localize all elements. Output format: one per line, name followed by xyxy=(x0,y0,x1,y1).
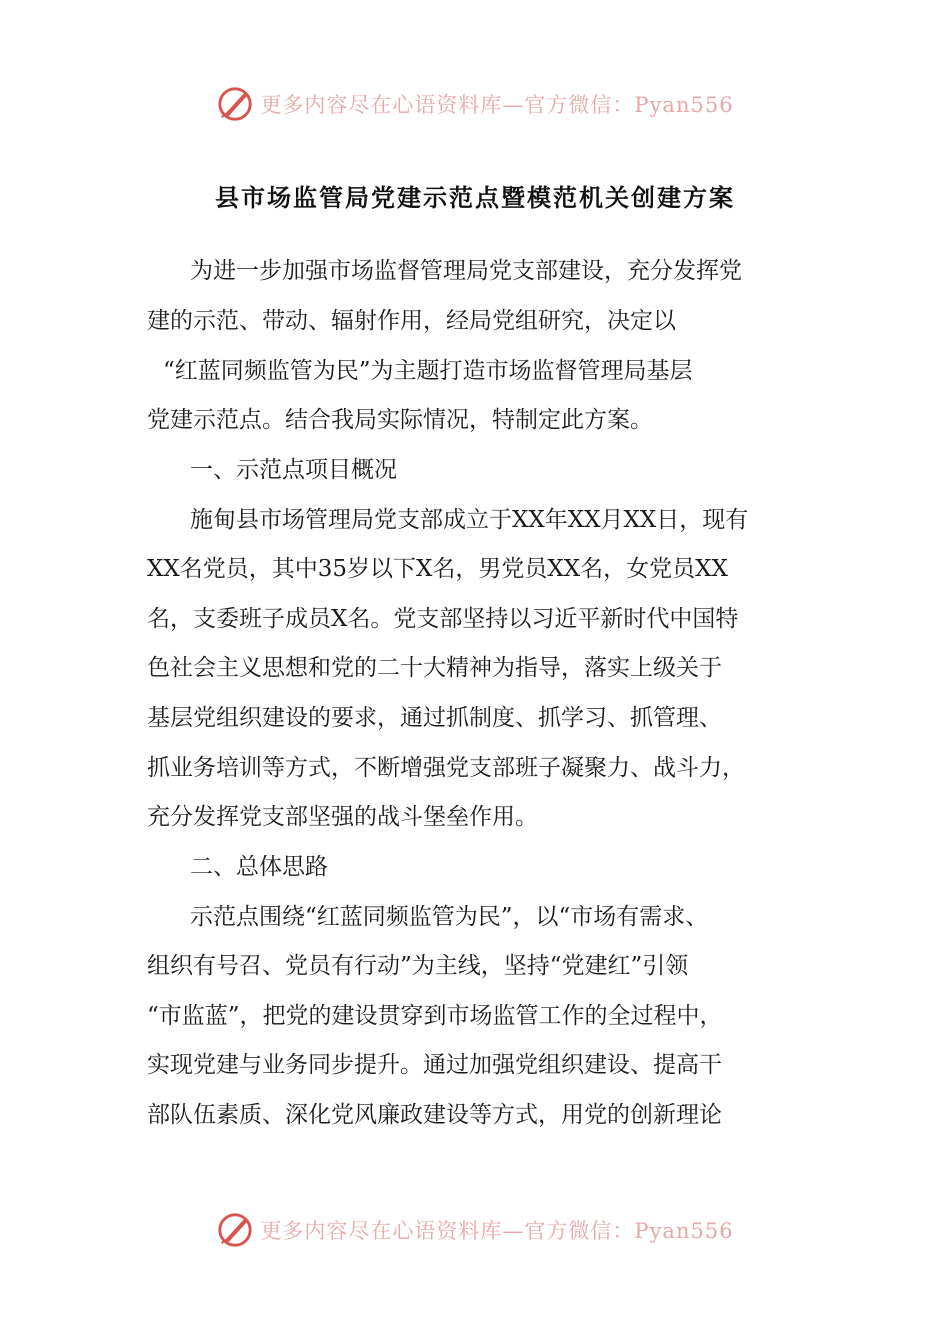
watermark-text: 更多内容尽在心语资料库—官方微信：Pyan556 xyxy=(260,1219,734,1243)
paragraph-line: 实现党建与业务同步提升。通过加强党组织建设、提高干 xyxy=(147,1052,722,1078)
paragraph-line: 基层党组织建设的要求，通过抓制度、抓学习、抓管理、 xyxy=(147,705,722,731)
paragraph-line: “市监蓝”，把党的建设贯穿到市场监管工作的全过程中， xyxy=(147,1003,723,1029)
section-heading: 二、总体思路 xyxy=(190,854,328,880)
header-watermark-banner xyxy=(0,82,950,126)
paragraph-line: 抓业务培训等方式，不断增强党支部班子凝聚力、战斗力， xyxy=(147,755,745,781)
pen-quill-logo-icon xyxy=(216,1211,254,1249)
paragraph-line: 部队伍素质、深化党风廉政建设等方式，用党的创新理论 xyxy=(147,1102,722,1128)
paragraph-line: 示范点围绕“红蓝同频监管为民”，以“市场有需求、 xyxy=(190,904,709,930)
paragraph-line: 色社会主义思想和党的二十大精神为指导，落实上级关于 xyxy=(147,655,722,681)
paragraph-line: 施甸县市场管理局党支部成立于XX年XX月XX日，现有 xyxy=(190,507,749,533)
paragraph-line: 为进一步加强市场监督管理局党支部建设，充分发挥党 xyxy=(190,258,742,284)
paragraph-line: XX名党员，其中35岁以下X名，男党员XX名，女党员XX xyxy=(147,556,728,582)
watermark-text: 更多内容尽在心语资料库—官方微信：Pyan556 xyxy=(260,93,734,117)
document-title: 县市场监管局党建示范点暨模范机关创建方案 xyxy=(215,184,735,212)
paragraph-line: 建的示范、带动、辐射作用，经局党组研究，决定以 xyxy=(147,308,676,334)
paragraph-line: 充分发挥党支部坚强的战斗堡垒作用。 xyxy=(147,804,538,830)
paragraph-line: 组织有号召、党员有行动”为主线，坚持“党建红”引领 xyxy=(147,953,689,979)
pen-quill-logo-icon xyxy=(216,85,254,123)
footer-watermark-banner xyxy=(0,1208,950,1252)
paragraph-line: “红蓝同频监管为民”为主题打造市场监督管理局基层 xyxy=(163,358,693,384)
paragraph-line: 党建示范点。结合我局实际情况，特制定此方案。 xyxy=(147,407,653,433)
paragraph-line: 名，支委班子成员X名。党支部坚持以习近平新时代中国特 xyxy=(147,606,739,632)
section-heading: 一、示范点项目概况 xyxy=(190,457,397,483)
